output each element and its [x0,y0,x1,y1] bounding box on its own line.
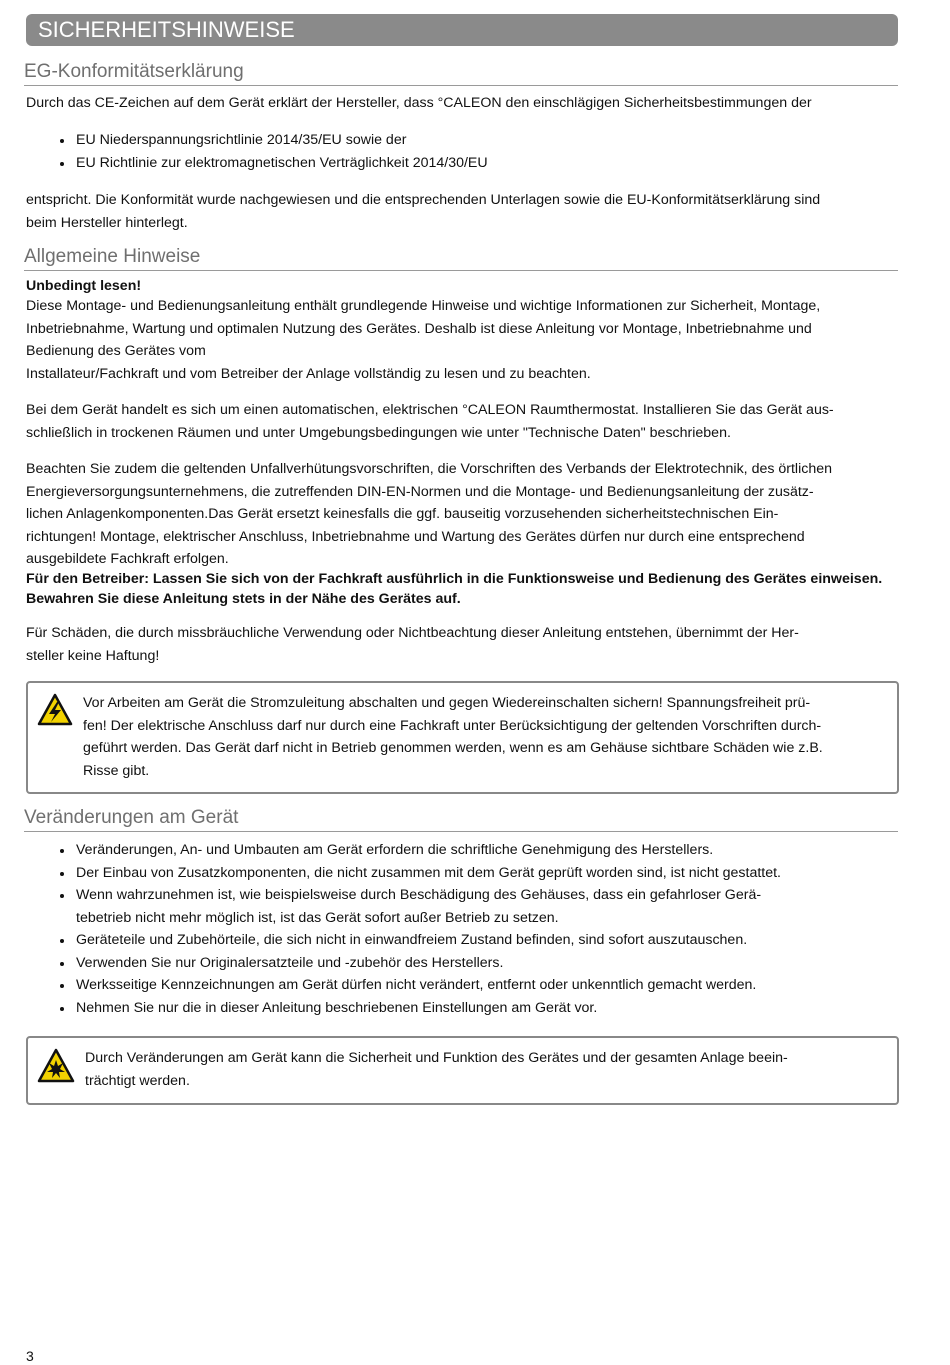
general-paragraph-1 [26,295,901,385]
list-item: EU Niederspannungsrichtlinie 2014/35/EU sowie der [26,129,886,152]
text-line: schließlich in trockenen Räumen und unter Umgebungsbedingungen wie unter "Technische Daten" beschrieben. [26,424,731,441]
warning-box-modifications [26,1036,899,1105]
text-line: trächtigt werden. [85,1072,190,1089]
text-line: Risse gibt. [83,762,150,779]
text-line: Für Schäden, die durch missbräuchliche Verwendung oder Nichtbeachtung dieser Anleitung entstehen, übernimmt der Her- [26,625,799,641]
warning-text-electrical [83,692,883,782]
text-line: Diese Montage- und Bedienungsanleitung enthält grundlegende Hinweise und wichtige Informationen zur Sicherheit, Montage, [26,298,821,314]
list-item: Veränderungen, An- und Umbauten am Gerät erfordern die schriftliche Genehmigung des Herstellers. [26,839,886,862]
text-line: Vor Arbeiten am Gerät die Stromzuleitung abschalten und gegen Wiedereinschalten sichern! Spannungsfreiheit prü- [83,695,811,711]
text-line: Bedienung des Gerätes vom [26,343,206,359]
section-heading-general: Allgemeine Hinweise [24,245,898,271]
general-paragraph-3 [26,458,901,571]
list-item: EU Richtlinie zur elektromagnetischen Verträglichkeit 2014/30/EU [26,152,886,175]
text-line: ausgebildete Fachkraft erfolgen. [26,551,229,567]
text-line: Energieversorgungsunternehmens, die zutreffenden DIN-EN-Normen und die Montage- und Bedienungsanleitung der zusätz- [26,483,814,500]
list-item: Werksseitige Kennzeichnungen am Gerät dürfen nicht verändert, entfernt oder unkenntlich gemacht werden. [26,974,886,997]
text-line: Installateur/Fachkraft und vom Betreiber der Anlage vollständig zu lesen und zu beachten. [26,365,591,382]
list-item: Verwenden Sie nur Originalersatzteile und -zubehör des Herstellers. [26,952,886,975]
general-paragraph-4 [26,622,901,667]
text-line: fen! Der elektrische Anschluss darf nur durch eine Fachkraft unter Berücksichtigung der geltenden Vorschriften durch- [83,717,822,734]
must-read-label: Unbedingt lesen! [26,278,142,294]
text-line: tebetrieb nicht mehr möglich ist, ist das Gerät sofort außer Betrieb zu setzen. [76,909,559,926]
text-line: Bei dem Gerät handelt es sich um einen automatischen, elektrischen °CALEON Raumthermostat. Installieren Sie das Gerät aus- [26,402,834,418]
text-line: richtungen! Montage, elektrischer Anschluss, Inbetriebnahme und Wartung des Gerätes dürfen nur durch eine entsprechend [26,528,805,545]
eg-bullet-list [26,129,886,174]
text-line: Durch Veränderungen am Gerät kann die Sicherheit und Funktion des Gerätes und der gesamten Anlage beein- [85,1050,788,1066]
text-line: Bewahren Sie diese Anleitung stets in der Nähe des Gerätes auf. [26,590,461,607]
page-number: 3 [26,1348,34,1364]
text-line: Beachten Sie zudem die geltenden Unfallverhütungsvorschriften, die Vorschriften des Verbands der Elektrotechnik, des örtlichen [26,461,833,477]
eg-intro: Durch das CE-Zeichen auf dem Gerät erklärt der Hersteller, dass °CALEON den einschlägigen Sicherheitsbestimmungen der [26,95,812,111]
list-item: Geräteteile und Zubehörteile, die sich nicht in einwandfreiem Zustand befinden, sind sofort auszutauschen. [26,929,886,952]
section-heading-changes: Veränderungen am Gerät [24,806,898,832]
operator-notice [26,570,901,609]
text-line: entspricht. Die Konformität wurde nachgewiesen und die entsprechenden Unterlagen sowie die EU-Konformitätserklärung sind [26,192,821,208]
warning-box-electrical [26,681,899,794]
explosion-warning-icon [37,1048,75,1092]
text-line: Wenn wahrzunehmen ist, wie beispielsweise durch Beschädigung des Gehäuses, dass ein gefahrloser Gerä- [76,887,762,903]
warning-text-modifications [85,1047,885,1092]
text-line: lichen Anlagenkomponenten.Das Gerät ersetzt keinesfalls die ggf. bauseitig vorzusehenden sicherheitstechnischen Ein- [26,506,779,522]
page-title: SICHERHEITSHINWEISE [26,14,898,46]
text-line: Für den Betreiber: Lassen Sie sich von der Fachkraft ausführlich in die Funktionsweise und Bedienung des Gerätes einweisen. [26,571,883,587]
list-item: Nehmen Sie nur die in dieser Anleitung beschriebenen Einstellungen am Gerät vor. [26,997,886,1020]
eg-outro [26,189,901,234]
text-line: Inbetriebnahme, Wartung und optimalen Nutzung des Gerätes. Deshalb ist diese Anleitung vor Montage, Inbetriebnahme und [26,320,812,337]
list-item: Der Einbau von Zusatzkomponenten, die nicht zusammen mit dem Gerät geprüft worden sind, ist nicht gestattet. [26,862,886,885]
high-voltage-warning-icon [37,693,73,735]
text-line: geführt werden. Das Gerät darf nicht in Betrieb genommen werden, wenn es am Gehäuse sichtbare Schäden wie z.B. [83,740,823,756]
general-paragraph-2 [26,399,901,444]
text-line: steller keine Haftung! [26,647,160,664]
section-heading-eg: EG-Konformitätserklärung [24,60,898,86]
list-item [26,884,886,929]
changes-bullet-list [26,839,886,1019]
text-line: beim Hersteller hinterlegt. [26,214,188,231]
